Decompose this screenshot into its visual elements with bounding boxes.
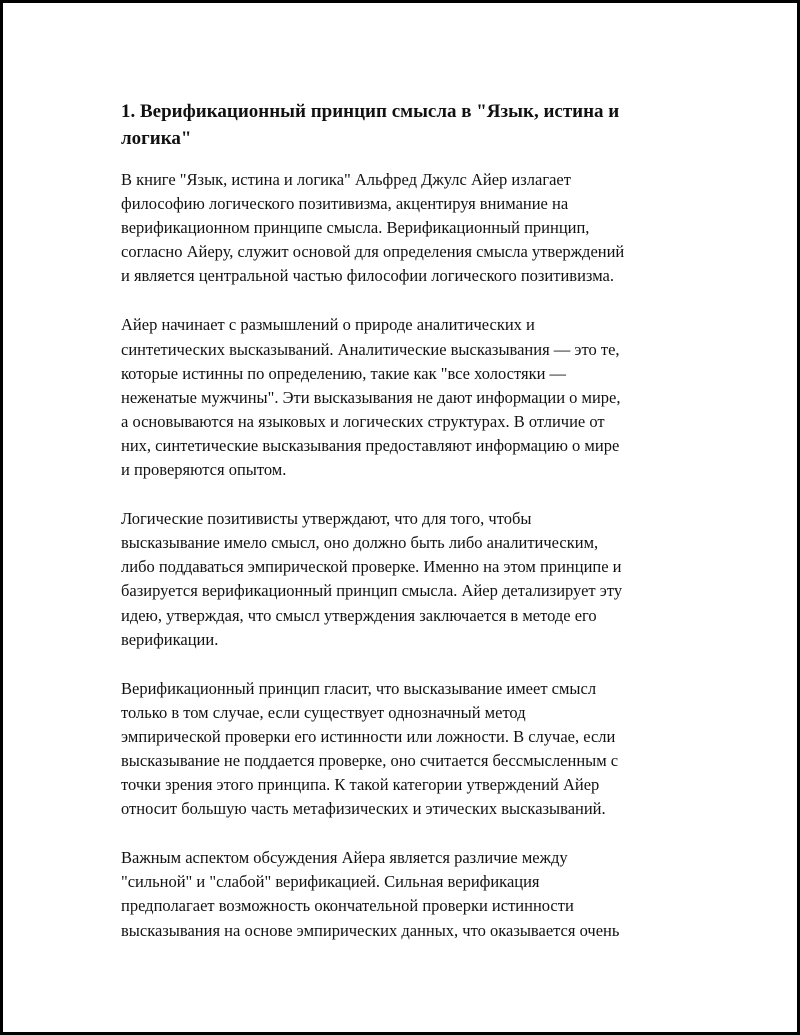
text-line: Важным аспектом обсуждения Айера является различие между (121, 848, 568, 868)
heading-line: 1. Верификационный принцип смысла в "Язык, истина и (121, 101, 620, 122)
text-line: синтетических высказываний. Аналитические высказывания — это те, (121, 339, 620, 359)
text-line: Верификационный принцип гласит, что высказывание имеет смысл (121, 678, 597, 698)
text-line: "сильной" и "слабой" верификацией. Сильная верификация (121, 872, 540, 892)
text-line: а основываются на языковых и логических структурах. В отличие от (121, 411, 605, 431)
text-line: философию логического позитивизма, акцентируя внимание на (121, 194, 569, 214)
text-line: только в том случае, если существует однозначный метод (121, 702, 526, 722)
text-line: которые истинны по определению, такие как "все холостяки — (121, 363, 567, 383)
paragraph-2 (121, 313, 691, 482)
text-line: предполагает возможность окончательной проверки истинности (121, 896, 574, 916)
text-line: идею, утверждая, что смысл утверждения заключается в методе его (121, 605, 597, 625)
text-line: Айер начинает с размышлений о природе аналитических и (121, 315, 535, 335)
text-line: точки зрения этого принципа. К такой категории утверждений Айер (121, 775, 600, 795)
text-line: В книге "Язык, истина и логика" Альфред Джулс Айер излагает (121, 170, 571, 189)
paragraph-4 (121, 677, 691, 822)
paragraph-5 (121, 846, 691, 942)
text-line: высказывание не поддается проверке, оно считается бессмысленным с (121, 750, 619, 770)
text-line: них, синтетические высказывания предоставляют информацию о мире (121, 435, 620, 455)
text-line: Логические позитивисты утверждают, что для того, чтобы (121, 509, 532, 529)
text-line: верификационном принципе смысла. Верификационный принцип, (121, 218, 590, 238)
text-line: базируется верификационный принцип смысла. Айер детализирует эту (121, 581, 623, 601)
text-line: эмпирической проверки его истинности или ложности. В случае, если (121, 726, 616, 746)
paragraph-3 (121, 507, 691, 652)
text-line: относит большую часть метафизических и этических высказываний. (121, 799, 606, 819)
heading-line: логика" (121, 128, 192, 149)
text-line: верификации. (121, 629, 219, 649)
text-line: и является центральной частью философии логического позитивизма. (121, 266, 614, 286)
text-line: неженатые мужчины". Эти высказывания не дают информации о мире, (121, 387, 621, 407)
text-line: либо поддаваться эмпирической проверке. Именно на этом принципе и (121, 557, 622, 577)
paragraph-1 (121, 168, 691, 288)
text-line: и проверяются опытом. (121, 460, 287, 480)
text-line: высказывание имело смысл, оно должно быть либо аналитическим, (121, 533, 599, 553)
document-body (121, 98, 691, 968)
section-heading (121, 98, 691, 152)
text-line: согласно Айеру, служит основой для определения смысла утверждений (121, 242, 625, 262)
text-line: высказывания на основе эмпирических данных, что оказывается очень (121, 920, 620, 940)
